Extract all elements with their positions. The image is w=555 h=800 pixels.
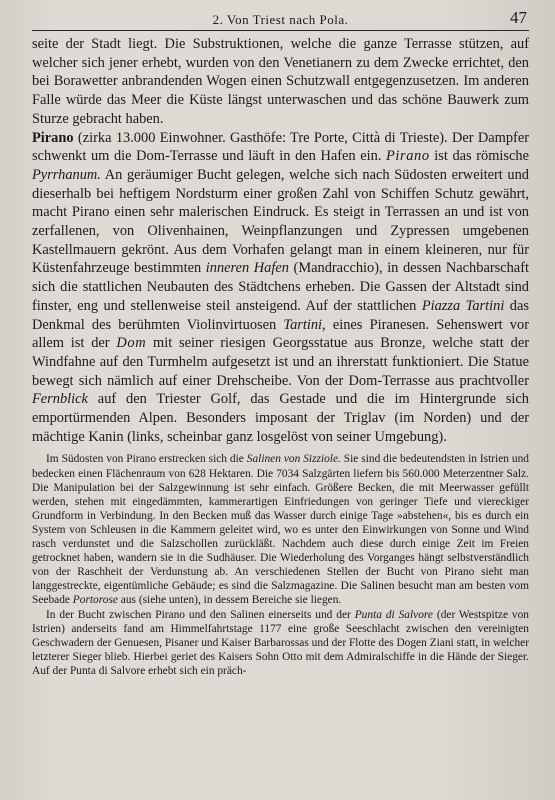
italic-run: Pyrrhanum. (32, 166, 101, 183)
text-run: eines Piranesen. Sehenswert vor allem ist der (32, 316, 529, 352)
note-seeschlacht (32, 608, 529, 678)
text-run: Sie sind die bedeutendsten in Istrien und bedecken einen Flächenraum von 628 Hektaren. Die 7034 Salzgärten liefern bis 560.000 Meterzentner Salz. Die Manipulation bei der Salzgewinnung ist sehr einfach. Größere Becken, die mit Meerwasser gefüllt werden, stehen mit eingedämmten, kammerartigen Einfriedungen von geringer Tiefe und viereckiger Grundform in Verbindung. In den Becken muß das Wasser durch einige Tage »abstehen«, bis es durch ein System von Schleusen in die Kammern geleitet wird, wo es unter den Einwirkungen von Sonne und Wind rasch verdunstet und die Salzschollen zurückläßt. Nachdem auch diese durch einige Zeit im Freien getrocknet haben, wandern sie in die Sudhäuser. Die Wiederholung des Vorganges hängt selbstverständlich von der Raschheit der Verdunstung ab. An verschiedenen Stellen der Bucht von Pirano sieht man langgestreckte, eigentümliche Gebäude; es sind die Salzmagazine. Die Salinen besucht man am besten vom Seebade (32, 453, 529, 607)
chapter-title: 2. Von Triest nach Pola. (212, 12, 349, 27)
paragraph-continuation: seite der Stadt liegt. Die Substruktionen, welche die ganze Terrasse stützen, auf welcher sich jener erhebt, wurden von den Venetianern zu dem Zwecke errichtet, den bei Borawetter anbrandenden Wogen einen Schutzwall entgegenzusetzen. Im anderen Falle würde das Meer die Küste längst unterwaschen und das schöne Bauwerk zum Sturze gebracht haben. (32, 36, 529, 127)
text-run: auf den Triester Golf, das Gestade und die im Hintergrunde sich emportürmenden Alpen. Besonders imposant der Triglav (im Norden) und der mächtige Kanin (links, scheinbar ganz losgelöst von seiner Umgebung). (32, 391, 529, 445)
main-text (32, 35, 529, 446)
italic-run: Salinen von Sizziole. (246, 453, 341, 466)
text-run: Im Südosten von Pirano erstrecken sich die (46, 453, 247, 466)
italic-run: Portorose (72, 594, 118, 607)
running-header (32, 8, 529, 31)
small-print-notes (32, 452, 529, 678)
italic-run: Tartini, (283, 316, 326, 333)
text-run: ist das römische (429, 148, 529, 165)
italic-run: Punta di Salvore (354, 608, 433, 621)
text-run: (Mandracchio), in dessen Nachbarschaft sich die stattlichen Neubauten des Städtchens erheben. Die Gassen der Altstadt sind finster, eng und stellenweise steil ansteigend. Auf der stattlichen (32, 260, 529, 314)
text-run: An geräumiger Bucht gelegen, welche sich nach Südosten erweitert und dieserhalb bei heftigem Nordsturm einer großen Zahl von Schiffen Schutz gewährt, macht Pirano einen sehr malerischen Eindruck. Es steigt in Terrassen an und ist von zerfallenen, von Olivenhainen, Weinpflanzungen und Zypressen umgebenen Kastellmauern gekrönt. Aus dem Vorhafen gelangt man in einem kleineren, nur für Küstenfahrzeuge bestimmten (32, 166, 529, 277)
text-run: In der Bucht zwischen Pirano und den Salinen einerseits und der (46, 608, 355, 621)
place-name-pirano: Pirano (32, 129, 74, 146)
italic-run: Pirano (386, 148, 430, 165)
italic-run: inneren Hafen (205, 260, 289, 277)
text-run: (der Westspitze von Istrien) anderseits fand am Himmelfahrtstage 1177 eine große Seeschlacht zwischen den vereinigten Geschwadern der Genuesen, Pisaner und Kaiser Barbarossas und der Flotte des Dogen Ziani statt, in welcher letzterer Sieger blieb. Hierbei geriet des Kaisers Sohn Otto mit dem Admiralschiffe in die Hände der Sieger. Auf der Punta di Salvore erhebt sich ein präch- (32, 608, 529, 677)
text-run: mit seiner riesigen Georgsstatue aus Bronze, welche statt der Windfahne auf den Turmhelm aufgesetzt ist und an ihrerstatt funktioniert. Die Statue bewegt sich nämlich auf einer Drehscheibe. Von der Dom-Terrasse aus prachtvoller (32, 335, 529, 389)
text-run: aus (siehe unten), in dessem Bereiche sie liegen. (117, 594, 342, 607)
page-number: 47 (510, 8, 527, 27)
italic-run: Fernblick (32, 391, 88, 408)
text-run: das Denkmal des berühmten Violinvirtuosen (32, 297, 529, 333)
paragraph-pirano (32, 129, 529, 447)
text-run: (zirka 13.000 Einwohner. Gasthöfe: Tre Porte, Città di Trieste). Der Dampfer schwenkt um die Dom-Terrasse und läuft in den Hafen ein. (32, 129, 529, 165)
italic-run: Piazza Tartini (421, 297, 505, 314)
italic-run: Dom (116, 335, 147, 352)
note-salinen (32, 452, 529, 607)
